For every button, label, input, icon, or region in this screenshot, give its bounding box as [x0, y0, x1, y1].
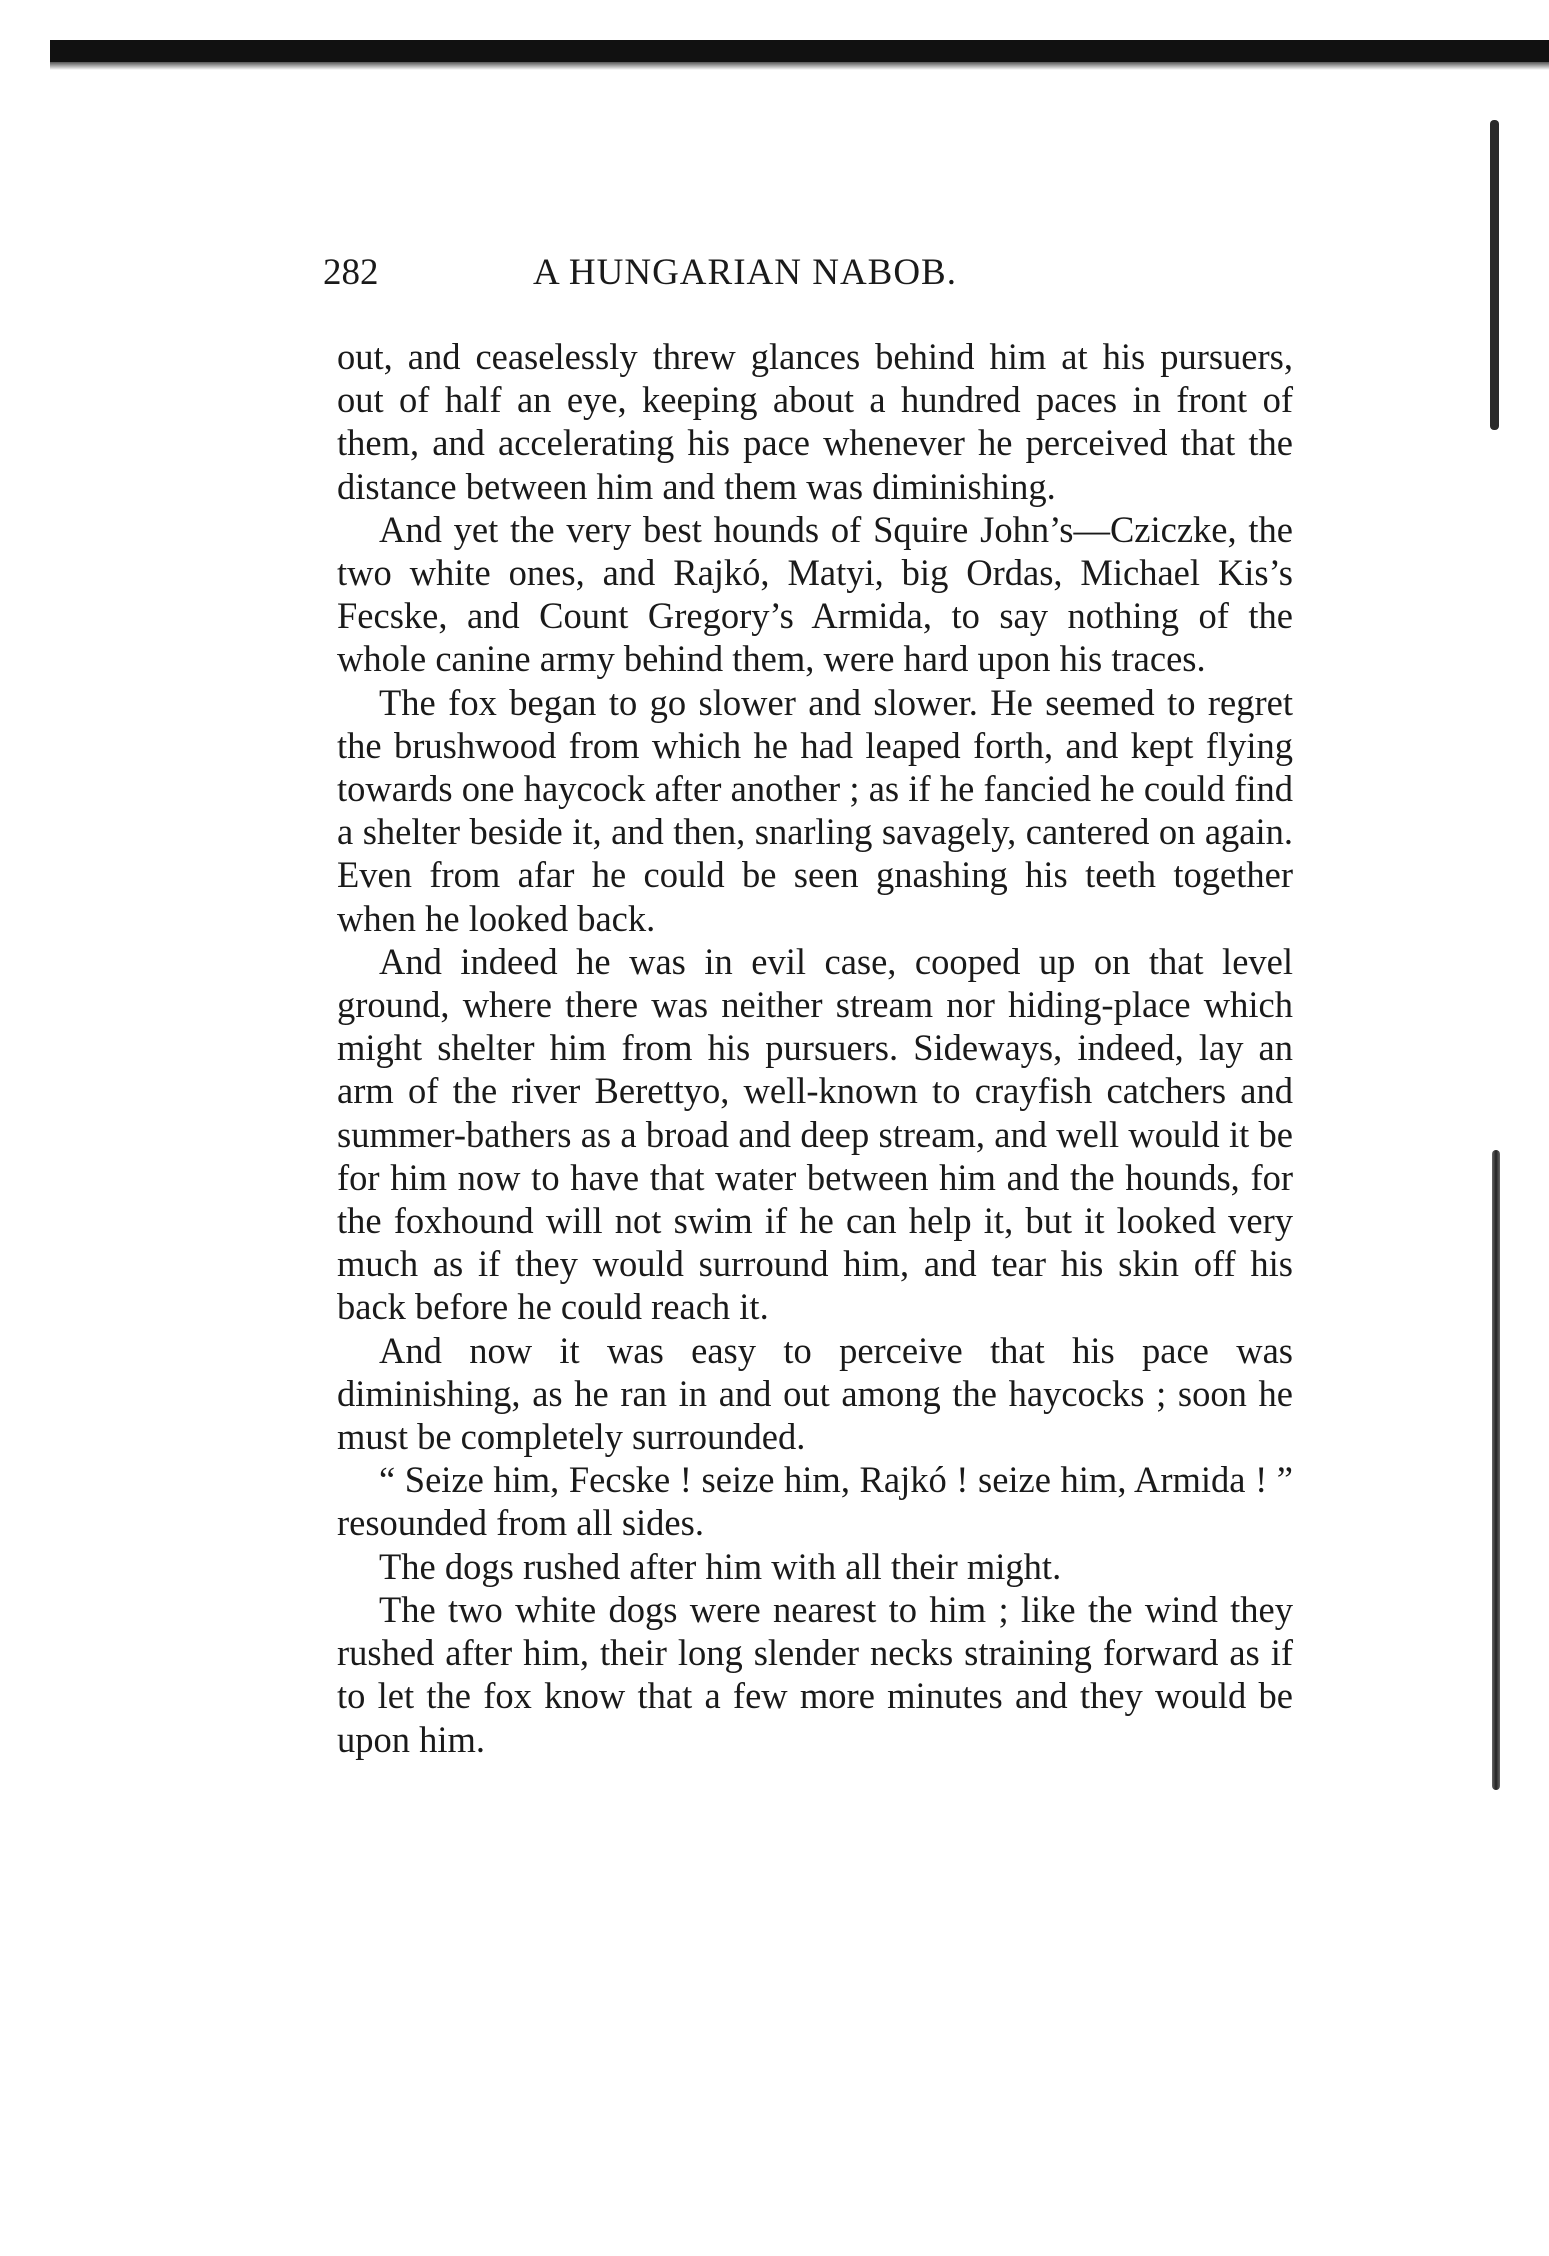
page-title: A HUNGARIAN NABOB. — [533, 252, 957, 293]
paragraph-6: “ Seize him, Fecske ! seize him, Rajkó ! seize him, Armida ! ” resounded from all sides. — [337, 1459, 1293, 1544]
paragraph-2: And yet the very best hounds of Squire John’s—Cziczke, the two white ones, and Rajkó, Matyi, big Ordas, Michael Kis’s Fecske, and Count Gregory’s Armida, to say nothing of the whole canine army behind them, were hard upon his traces. — [337, 508, 1293, 680]
paragraph-8: The two white dogs were nearest to him ; like the wind they rushed after him, their long slender necks straining forward as if to let the fox know that a few more minutes and they would be upon him. — [337, 1588, 1293, 1760]
paragraph-7: The dogs rushed after him with all their might. — [379, 1545, 1062, 1587]
paragraph-5: And now it was easy to perceive that his pace was diminishing, as he ran in and out among the haycocks ; soon he must be completely surrounded. — [337, 1329, 1293, 1458]
binding-shadow-upper — [1490, 120, 1499, 430]
body-text — [337, 335, 1293, 1761]
binding-shadow-lower — [1492, 1150, 1500, 1790]
paragraph-4: And indeed he was in evil case, cooped up on that level ground, where there was neither stream nor hiding-place which might shelter him from his pursuers. Sideways, indeed, lay an arm of the river Berettyo, well-known to crayfish catchers and summer-bathers as a broad and deep stream, and well would it be for him now to have that water between him and the hounds, for the foxhound will not swim if he can help it, but it looked very much as if they would surround him, and tear his skin off his back before he could reach it. — [337, 940, 1293, 1328]
scan-top-border-edge — [50, 62, 1549, 70]
scan-top-border — [50, 40, 1549, 62]
running-head — [323, 248, 1323, 298]
page-number: 282 — [323, 252, 379, 293]
paragraph-3: The fox began to go slower and slower. He seemed to regret the brushwood from which he had leaped forth, and kept flying towards one haycock after another ; as if he fancied he could find a shelter beside it, and then, snarling savagely, cantered on again. Even from afar he could be seen gnashing his teeth together when he looked back. — [337, 681, 1293, 939]
paragraph-1: out, and ceaselessly threw glances behind him at his pursuers, out of half an eye, keeping about a hundred paces in front of them, and accelerating his pace whenever he perceived that the distance between him and them was diminishing. — [337, 336, 1293, 507]
